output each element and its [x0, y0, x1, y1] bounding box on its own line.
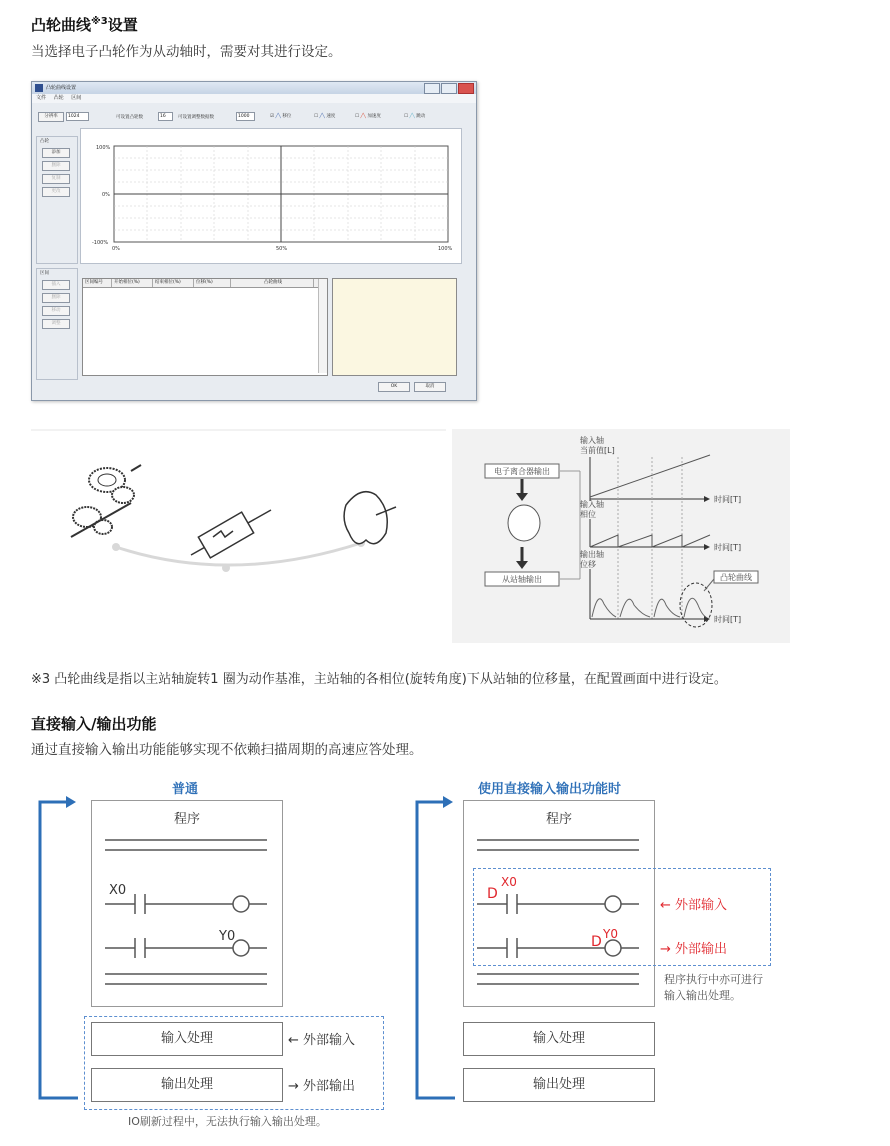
section-title-direct-io: 直接输入/输出功能 — [31, 715, 157, 733]
diagram-slave-output-label: 从站轴输出 — [502, 575, 542, 584]
point-count-input[interactable]: 1000 — [236, 112, 255, 121]
check-displacement[interactable]: ☑ ╱╲ 移位 — [270, 114, 292, 119]
left-cycle-arrow — [34, 792, 82, 1102]
col-start-phase[interactable]: 开始相位(%) — [112, 279, 153, 287]
col-section-no[interactable]: 区间编号 — [83, 279, 112, 287]
left-note: IO刷新过程中，无法执行输入输出处理。 — [128, 1115, 327, 1128]
right-ext-in: ← 外部输入 — [660, 898, 728, 913]
cam-count-label: 可设置凸轮数 — [116, 115, 143, 120]
minimize-icon[interactable] — [424, 83, 440, 94]
left-ext-out: → 外部输出 — [288, 1079, 356, 1094]
section-title-cam: 凸轮曲线$^{※3}$设置 — [31, 16, 138, 34]
right-program-title: 程序 — [545, 812, 572, 827]
close-icon[interactable] — [458, 83, 474, 94]
right-d-prefix-x0: D — [487, 886, 498, 902]
section-table — [82, 278, 328, 376]
plot-xright-label: 100% — [438, 246, 453, 252]
section-desc-direct-io: 通过直接输入输出功能能够实现不依赖扫描周期的高速应答处理。 — [31, 742, 423, 758]
left-x0-label: X0 — [109, 883, 127, 898]
cam-group-label: 凸轮 — [40, 139, 49, 144]
cam-add-button[interactable]: 添加 — [42, 148, 70, 158]
jerk-curve-icon: ╱╲ — [409, 114, 415, 119]
right-d-prefix-y0: D — [591, 934, 602, 950]
resolution-button[interactable]: 分辨率 — [38, 112, 64, 122]
section-table-header — [83, 279, 327, 288]
axis1-time-label: 时间[T] — [714, 495, 742, 504]
section-desc-cam: 当选择电子凸轮作为从动轴时，需要对其进行设定。 — [31, 44, 342, 60]
displacement-curve-icon: ╱╲ — [275, 114, 281, 119]
cam-settings-window — [31, 81, 477, 401]
cam-icon — [508, 505, 540, 541]
menu-bar — [32, 94, 476, 103]
axis3-time-label: 时间[T] — [714, 615, 742, 624]
col-end-phase[interactable]: 结束相位(%) — [153, 279, 194, 287]
menu-cam[interactable]: 凸轮 — [53, 95, 64, 101]
app-logo-icon — [35, 84, 43, 92]
electronic-cam-diagram — [452, 429, 790, 643]
clutch-icon — [191, 510, 271, 558]
direct-io-heading: 使用直接输入输出功能时 — [478, 782, 622, 797]
left-output-proc: 输出处理 — [91, 1068, 283, 1102]
plot-xmid-label: 50% — [276, 246, 288, 252]
axis2-label-1: 输入轴 — [580, 500, 604, 509]
axis2-label-2: 相位 — [580, 510, 596, 519]
cam-disc-icon — [344, 492, 396, 544]
gear-train-icon — [71, 465, 141, 537]
plot-ymid-label: 0% — [102, 192, 110, 198]
plot-ybottom-label: -100% — [92, 240, 109, 246]
coil-icon — [233, 940, 249, 956]
notes-panel[interactable] — [332, 278, 457, 376]
right-output-proc: 输出处理 — [463, 1068, 655, 1102]
right-ext-out: → 外部输出 — [660, 942, 728, 957]
cancel-button[interactable]: 取消 — [414, 382, 446, 392]
menu-section[interactable]: 区间 — [71, 95, 82, 101]
plot-ytop-label: 100% — [96, 145, 111, 151]
col-displacement[interactable]: 位移(%) — [194, 279, 231, 287]
ok-button[interactable]: OK — [378, 382, 410, 392]
left-input-proc: 输入处理 — [91, 1022, 283, 1056]
col-cam-curve[interactable]: 凸轮曲线 — [231, 279, 314, 287]
right-cycle-arrow — [411, 792, 459, 1102]
section-group-label: 区间 — [40, 271, 49, 276]
section-delete-button[interactable]: 删除 — [42, 293, 70, 303]
normal-heading: 普通 — [172, 782, 199, 797]
coil-icon — [233, 896, 249, 912]
maximize-icon[interactable] — [441, 83, 457, 94]
cam-change-button[interactable]: 更改 — [42, 187, 70, 197]
footnote: ※3 凸轮曲线是指以主站轴旋转1 圈为动作基准，主站轴的各相位(旋转角度)下从站轴的位移量，在配置画面中进行设定。 — [31, 672, 727, 687]
cam-curve-callout: 凸轮曲线 — [720, 573, 752, 582]
acceleration-curve-icon: ╱╲ — [360, 114, 366, 119]
right-x0-label: X0 — [501, 875, 517, 889]
check-acceleration[interactable]: ☐ ╱╲ 加速度 — [355, 114, 381, 119]
axis3-label-2: 位移 — [580, 560, 596, 569]
right-note: 程序执行中亦可进行 输入输出处理。 — [664, 973, 763, 1002]
cam-count-input[interactable]: 16 — [158, 112, 173, 121]
plot-xleft-label: 0% — [112, 246, 120, 252]
window-titlebar — [32, 82, 476, 94]
table-scrollbar[interactable] — [318, 279, 327, 373]
left-ext-in: ← 外部输入 — [288, 1033, 356, 1048]
menu-file[interactable]: 文件 — [36, 95, 47, 101]
cam-copy-button[interactable]: 复制 — [42, 174, 70, 184]
diagram-clutch-output-label: 电子离合器输出 — [494, 467, 550, 476]
mechanical-illustration — [31, 425, 446, 585]
left-ladder — [91, 800, 281, 1005]
velocity-curve-icon: ╱╲ — [319, 114, 325, 119]
cam-plot — [80, 128, 460, 262]
left-program-title: 程序 — [173, 812, 200, 827]
axis1-label-1: 输入轴 — [580, 436, 604, 445]
check-velocity[interactable]: ☐ ╱╲ 速度 — [314, 114, 336, 119]
axis3-label-1: 输出轴 — [580, 550, 604, 559]
window-title: 凸轮曲线设置 — [46, 85, 77, 91]
left-y0-label: Y0 — [219, 929, 236, 944]
resolution-input[interactable]: 1024 — [66, 112, 89, 121]
cam-delete-button[interactable]: 删除 — [42, 161, 70, 171]
check-jerk[interactable]: ☐ ╱╲ 跳动 — [404, 114, 426, 119]
section-move-button[interactable]: 移动 — [42, 306, 70, 316]
right-input-proc: 输入处理 — [463, 1022, 655, 1056]
axis2-time-label: 时间[T] — [714, 543, 742, 552]
point-count-label: 可设置调整数据数 — [178, 115, 214, 120]
section-insert-button[interactable]: 插入 — [42, 280, 70, 290]
right-y0-label: Y0 — [603, 927, 618, 941]
axis1-label-2: 当前值[L] — [580, 446, 615, 455]
section-adjust-button[interactable]: 调整 — [42, 319, 70, 329]
